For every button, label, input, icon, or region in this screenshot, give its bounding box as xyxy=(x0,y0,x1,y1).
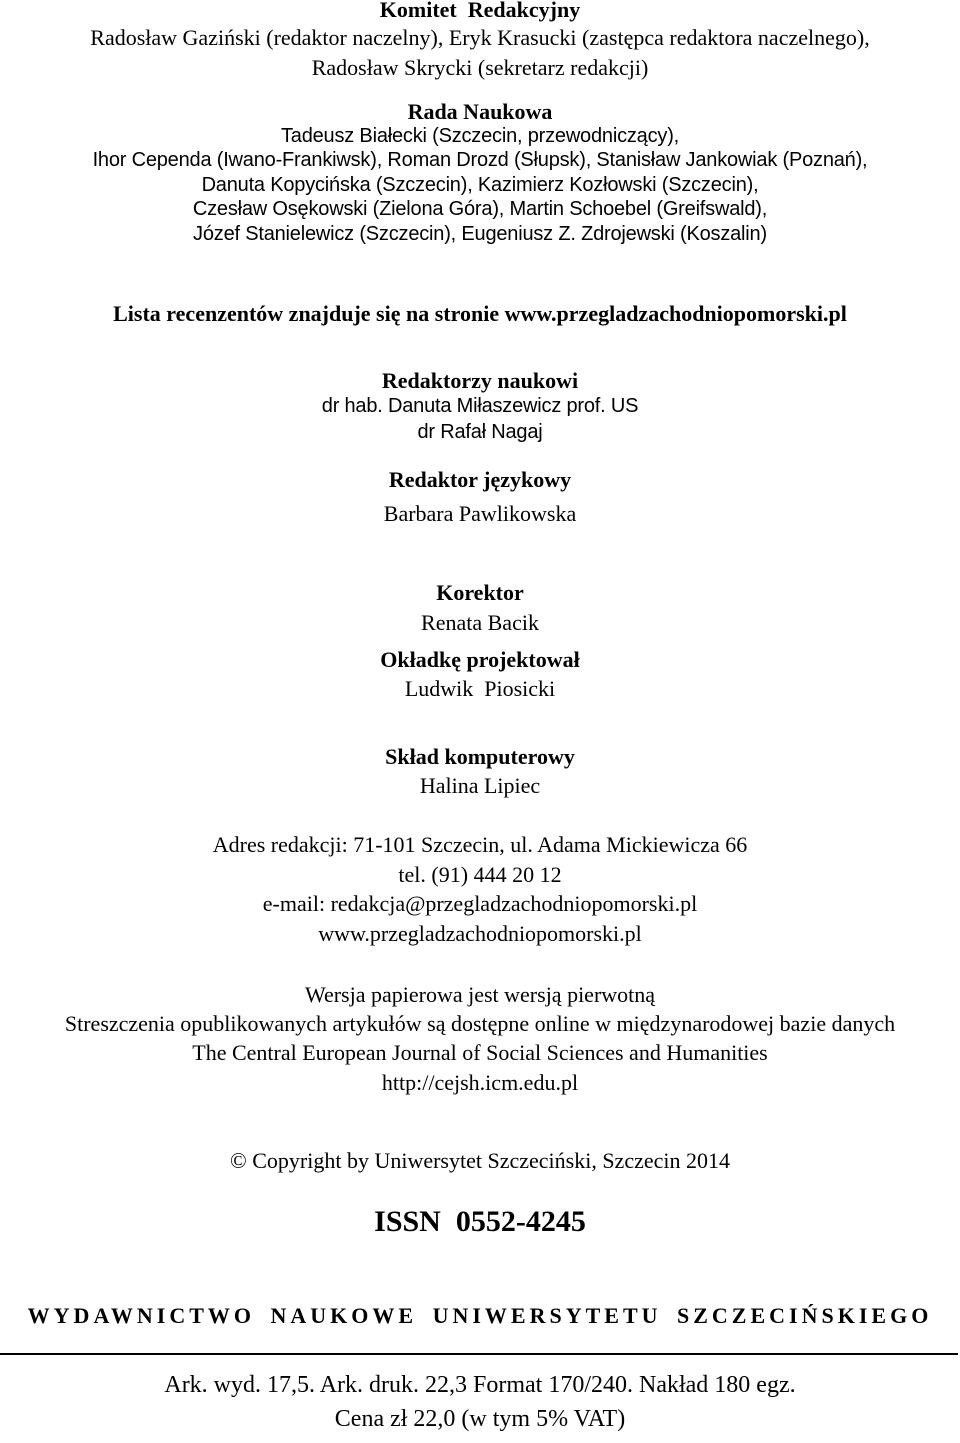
scientific-council-line: Ihor Cependa (Iwano-Frankiwsk), Roman Drozd (Słupsk), Stanisław Jankowiak (Poznań), xyxy=(92,149,868,171)
price-info: Cena zł 22,0 (w tym 5% VAT) xyxy=(334,1406,626,1432)
editorial-email: e-mail: redakcja@przegladzachodniopomorski.pl xyxy=(262,891,698,916)
divider-line xyxy=(0,1353,958,1355)
scientific-editors-heading: Redaktorzy naukowi xyxy=(381,368,579,393)
scientific-council-line: Danuta Kopycińska (Szczecin), Kazimierz Kozłowski (Szczecin), xyxy=(201,174,759,196)
editorial-website: www.przegladzachodniopomorski.pl xyxy=(318,921,642,946)
scientific-editor-name: dr Rafał Nagaj xyxy=(417,421,543,443)
editorial-committee-heading: Komitet Redakcyjny xyxy=(379,0,581,22)
typesetting-heading: Skład komputerowy xyxy=(385,744,575,769)
scientific-editor-name: dr hab. Danuta Miłaszewicz prof. US xyxy=(321,395,639,417)
print-sheets-info: Ark. wyd. 17,5. Ark. druk. 22,3 Format 170/240. Nakład 180 egz. xyxy=(164,1372,796,1398)
language-editor-heading: Redaktor językowy xyxy=(388,467,572,492)
issn-number: ISSN 0552-4245 xyxy=(374,1205,586,1238)
proofreader-name: Renata Bacik xyxy=(421,610,539,635)
editorial-committee-line: Radosław Skrycki (sekretarz redakcji) xyxy=(311,55,649,80)
language-editor-name: Barbara Pawlikowska xyxy=(383,501,577,526)
copyright-notice: © Copyright by Uniwersytet Szczeciński, Szczecin 2014 xyxy=(230,1148,730,1173)
editorial-address: Adres redakcji: 71-101 Szczecin, ul. Adama Mickiewicza 66 xyxy=(212,832,748,857)
editorial-committee-line: Radosław Gaziński (redaktor naczelny), Eryk Krasucki (zastępca redaktora naczelnego), xyxy=(90,25,870,50)
scientific-council-line: Czesław Osękowski (Zielona Góra), Martin Schoebel (Greifswald), xyxy=(192,198,768,220)
cover-designer-heading: Okładkę projektował xyxy=(380,647,580,672)
version-info-line: Wersja papierowa jest wersją pierwotną xyxy=(304,982,656,1007)
cover-designer-name: Ludwik Piosicki xyxy=(404,676,556,701)
typesetting-name: Halina Lipiec xyxy=(419,773,541,798)
scientific-council-line: Tadeusz Białecki (Szczecin, przewodniczący), xyxy=(280,125,680,147)
reviewers-note: Lista recenzentów znajduje się na stronie www.przegladzachodniopomorski.pl xyxy=(113,301,847,326)
scientific-council-heading: Rada Naukowa xyxy=(407,99,553,124)
version-info-line: http://cejsh.icm.edu.pl xyxy=(381,1070,579,1095)
publisher-name: WYDAWNICTWO NAUKOWE UNIWERSYTETU SZCZECIŃSKIEGO xyxy=(27,1303,933,1328)
scientific-council-line: Józef Stanielewicz (Szczecin), Eugeniusz Z. Zdrojewski (Koszalin) xyxy=(193,223,767,245)
version-info-line: Streszczenia opublikowanych artykułów są dostępne online w międzynarodowej bazie danych xyxy=(64,1011,896,1036)
version-info-line: The Central European Journal of Social Sciences and Humanities xyxy=(192,1040,768,1065)
proofreader-heading: Korektor xyxy=(436,580,524,605)
editorial-phone: tel. (91) 444 20 12 xyxy=(398,862,562,887)
